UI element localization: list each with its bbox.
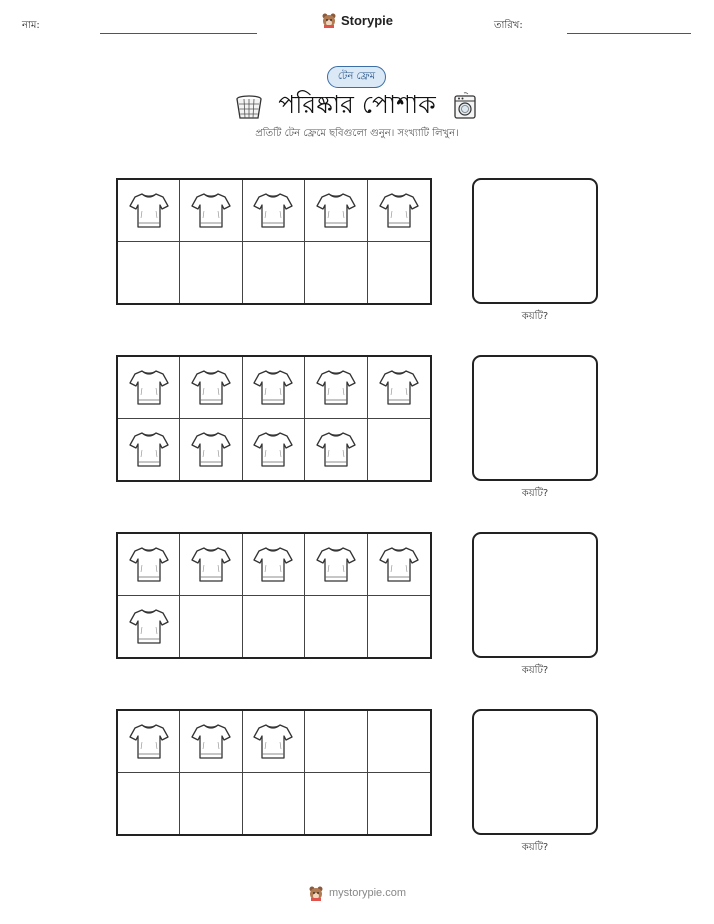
ten-frame-cell [368, 596, 430, 658]
instructions: প্রতিটি টেন ফ্রেমে ছবিগুলো গুনুন। সংখ্যাটি লিখুন। [255, 128, 459, 139]
t-shirt-icon [189, 189, 233, 231]
laundry-basket-icon [234, 91, 264, 121]
ten-frame-cell [180, 419, 242, 481]
t-shirt-icon [189, 543, 233, 585]
ten-frame-cell [180, 711, 242, 773]
answer-box[interactable] [472, 178, 598, 304]
t-shirt-icon [127, 720, 171, 762]
answer-label: কয়টি? [521, 311, 549, 322]
t-shirt-icon [314, 366, 358, 408]
ten-frame-cell [368, 534, 430, 596]
ten-frame-cell [180, 357, 242, 419]
answer-box[interactable] [472, 709, 598, 835]
ten-frame-cell [180, 242, 242, 304]
answer-label: কয়টি? [521, 842, 549, 853]
ten-frame-cell [368, 242, 430, 304]
t-shirt-icon [377, 543, 421, 585]
ten-frame-cell [118, 596, 180, 658]
ten-frame-cell [305, 419, 367, 481]
t-shirt-icon [251, 543, 295, 585]
t-shirt-icon [189, 720, 233, 762]
footer [0, 885, 714, 901]
t-shirt-icon [127, 366, 171, 408]
ten-frame-cell [305, 773, 367, 835]
ten-frame [116, 709, 432, 836]
topic-badge: টেন ফ্রেম [327, 66, 386, 88]
t-shirt-icon [251, 720, 295, 762]
ten-frame-cell [118, 711, 180, 773]
name-line[interactable] [100, 33, 257, 34]
t-shirt-icon [314, 189, 358, 231]
answer-label: কয়টি? [521, 665, 549, 676]
t-shirt-icon [251, 366, 295, 408]
answer-label: কয়টি? [521, 488, 549, 499]
t-shirt-icon [377, 366, 421, 408]
footer-site: mystorypie.com [328, 887, 407, 899]
t-shirt-icon [127, 189, 171, 231]
ten-frame-cell [305, 242, 367, 304]
ten-frame-cell [368, 419, 430, 481]
answer-box[interactable] [472, 532, 598, 658]
ten-frame-cell [305, 357, 367, 419]
ten-frame-cell [180, 773, 242, 835]
ten-frame-cell [243, 711, 305, 773]
ten-frame-cell [368, 357, 430, 419]
t-shirt-icon [127, 605, 171, 647]
bear-logo-icon [321, 12, 337, 28]
t-shirt-icon [251, 428, 295, 470]
ten-frame-cell [180, 596, 242, 658]
ten-frame [116, 355, 432, 482]
t-shirt-icon [127, 428, 171, 470]
ten-frame-cell [368, 180, 430, 242]
name-label: নাম: [22, 20, 40, 31]
t-shirt-icon [127, 543, 171, 585]
t-shirt-icon [314, 543, 358, 585]
ten-frame-cell [305, 180, 367, 242]
ten-frame-cell [118, 534, 180, 596]
ten-frame-cell [243, 419, 305, 481]
ten-frame-cell [118, 242, 180, 304]
ten-frame-cell [368, 773, 430, 835]
t-shirt-icon [189, 428, 233, 470]
date-label: তারিখ: [494, 20, 523, 31]
date-line[interactable] [567, 33, 691, 34]
brand-name: Storypie [340, 12, 393, 28]
ten-frame-cell [305, 711, 367, 773]
ten-frame-cell [118, 419, 180, 481]
ten-frame-cell [243, 596, 305, 658]
ten-frame-cell [118, 180, 180, 242]
ten-frame-cell [305, 534, 367, 596]
bear-logo-icon [308, 885, 324, 901]
ten-frame [116, 178, 432, 305]
t-shirt-icon [377, 189, 421, 231]
brand [0, 12, 714, 28]
ten-frame-cell [180, 180, 242, 242]
t-shirt-icon [189, 366, 233, 408]
page-title: পরিষ্কার পোশাক [278, 89, 436, 119]
ten-frame-cell [243, 242, 305, 304]
washing-machine-icon [450, 91, 480, 121]
t-shirt-icon [314, 428, 358, 470]
answer-box[interactable] [472, 355, 598, 481]
title-row [0, 88, 714, 124]
t-shirt-icon [251, 189, 295, 231]
ten-frame [116, 532, 432, 659]
ten-frame-cell [180, 534, 242, 596]
ten-frame-cell [118, 773, 180, 835]
ten-frame-cell [305, 596, 367, 658]
ten-frame-cell [118, 357, 180, 419]
ten-frame-cell [243, 357, 305, 419]
ten-frame-cell [243, 534, 305, 596]
ten-frame-cell [243, 180, 305, 242]
ten-frame-cell [368, 711, 430, 773]
ten-frame-cell [243, 773, 305, 835]
